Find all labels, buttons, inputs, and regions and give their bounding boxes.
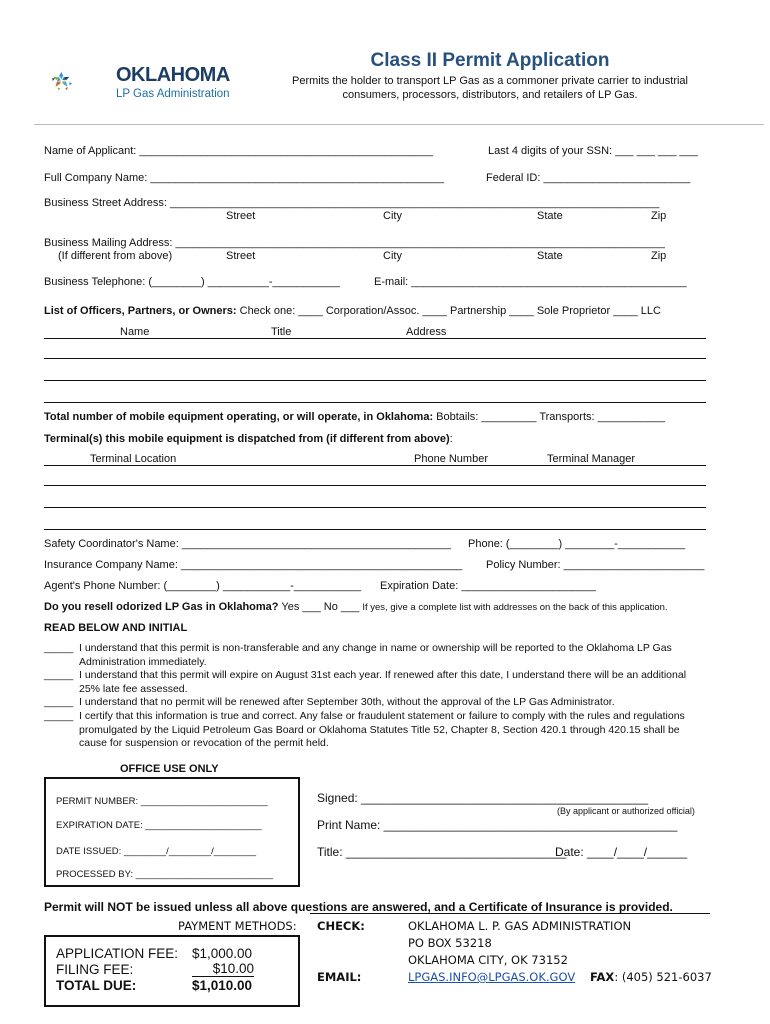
initial-text-1: I understand that this permit is non-transferable and any change in name or ownership will be reported to the Oklahoma LP Gas Administration immediately.	[79, 642, 672, 668]
terminal-line-1[interactable]	[44, 485, 706, 486]
mailing-note: (If different from above)	[58, 250, 173, 262]
print-name-field[interactable]: Print Name: ____________________________________________	[317, 818, 678, 832]
col-terminal-location: Terminal Location	[90, 453, 177, 465]
date-issued-field[interactable]: DATE ISSUED: ________/________/________	[56, 846, 257, 857]
applicant-name-field[interactable]: Name of Applicant: ________________________________________________	[44, 145, 434, 157]
resell-question: Do you resell odorized LP Gas in Oklahoma?	[44, 601, 279, 613]
mail-address-line-1: OKLAHOMA L. P. GAS ADMINISTRATION	[408, 919, 632, 933]
fax-row	[590, 970, 712, 984]
initial-item-2	[44, 669, 704, 696]
policy-number-field[interactable]: Policy Number: _______________________	[486, 559, 705, 571]
date-field[interactable]: Date: ____/____/______	[555, 845, 688, 859]
officers-header	[44, 326, 706, 339]
warning-underline	[310, 913, 710, 914]
mail-address-line-3: OKLAHOMA CITY, OK 73152	[408, 953, 568, 967]
officer-line-1[interactable]	[44, 358, 706, 359]
application-fee-label: APPLICATION FEE:	[56, 946, 179, 961]
mail-address-line-2: PO BOX 53218	[408, 936, 492, 950]
initial-text-2: I understand that this permit will expire on August 31st each year. If renewed after this date, I understand there will be an additional 25% late fee assessed.	[79, 669, 687, 695]
col-title: Title	[271, 326, 292, 338]
terminal-colon: :	[449, 433, 453, 445]
entity-type-checkboxes[interactable]: Check one: ____ Corporation/Assoc. ____ Partnership ____ Sole Proprietor ____ LLC	[239, 305, 661, 317]
payment-methods-label: PAYMENT METHODS:	[178, 919, 297, 933]
safety-coordinator-field[interactable]: Safety Coordinator's Name: ____________________________________________	[44, 538, 452, 550]
total-due-label: TOTAL DUE:	[56, 978, 137, 993]
insurance-company-field[interactable]: Insurance Company Name: ______________________________________________	[44, 559, 463, 571]
zip-caption: Zip	[651, 210, 667, 222]
agent-phone-field[interactable]: Agent's Phone Number: (________) ___________-___________	[44, 580, 362, 592]
fax-label: FAX	[590, 970, 615, 984]
resell-options[interactable]: Yes ___ No ___	[281, 601, 360, 613]
col-phone-number: Phone Number	[414, 453, 488, 465]
state-caption: State	[537, 210, 563, 222]
initial-item-1	[44, 642, 704, 669]
mailing-city-caption: City	[383, 250, 402, 262]
header-divider	[34, 124, 764, 125]
office-use-box	[44, 777, 300, 887]
insurance-warning: Permit will NOT be issued unless all above questions are answered, and a Certificate of Insurance is provided.	[44, 900, 673, 914]
col-address: Address	[406, 326, 447, 338]
initial-blank-4[interactable]: _____	[44, 710, 74, 722]
mailing-zip-caption: Zip	[651, 250, 667, 262]
email-field[interactable]: E-mail: _____________________________________________	[374, 276, 687, 288]
signed-note: (By applicant or authorized official)	[557, 806, 695, 816]
office-expiration-field[interactable]: EXPIRATION DATE: ______________________	[56, 820, 262, 831]
title-field[interactable]: Title: _________________________________	[317, 845, 567, 859]
form-title: Class II Permit Application	[370, 50, 610, 71]
terminal-header	[44, 453, 706, 466]
initial-blank-1[interactable]: _____	[44, 642, 74, 654]
fax-number: : (405) 521-6037	[614, 970, 712, 984]
check-label: CHECK:	[317, 919, 365, 933]
mailing-state-caption: State	[537, 250, 563, 262]
equipment-row	[44, 411, 665, 423]
org-subtitle: LP Gas Administration	[116, 88, 230, 100]
safety-phone-field[interactable]: Phone: (________) ________-___________	[468, 538, 686, 550]
company-name-field[interactable]: Full Company Name: ________________________________________________	[44, 172, 445, 184]
terminal-line-3[interactable]	[44, 529, 706, 530]
mailing-street-caption: Street	[226, 250, 256, 262]
processed-by-field[interactable]: PROCESSED BY: __________________________	[56, 869, 274, 880]
permit-number-field[interactable]: PERMIT NUMBER: ________________________	[56, 796, 268, 807]
ssn-field[interactable]: Last 4 digits of your SSN: ___ ___ ___ ___	[488, 145, 698, 157]
city-caption: City	[383, 210, 402, 222]
terminal-line-2[interactable]	[44, 507, 706, 508]
filing-fee-value: $10.00	[192, 962, 254, 977]
initial-text-4: I certify that this information is true and correct. Any false or fraudulent statement or failure to comply with the rules and regulations promulgated by the Liquid Petroleum Gas Board or Oklahoma Statutes Title 52, Chapter 8, Section 420.1 through 420.15 shall be cause for suspension or revocation of the permit held.	[79, 710, 685, 750]
mailing-address-field[interactable]: Business Mailing Address: ________________________________________________________________________________	[44, 237, 665, 249]
terminal-row	[44, 433, 453, 445]
officers-label: List of Officers, Partners, or Owners:	[44, 305, 237, 317]
col-terminal-manager: Terminal Manager	[547, 453, 636, 465]
street-caption: Street	[226, 210, 256, 222]
total-due-value: $1,010.00	[192, 978, 253, 993]
office-use-heading: OFFICE USE ONLY	[120, 763, 219, 775]
signed-field[interactable]: Signed: ___________________________________________	[317, 791, 649, 805]
expiration-date-field[interactable]: Expiration Date: ______________________	[380, 580, 596, 592]
resell-note: If yes, give a complete list with addresses on the back of this application.	[362, 602, 668, 613]
initial-blank-3[interactable]: _____	[44, 696, 74, 708]
initial-blank-2[interactable]: _____	[44, 669, 74, 681]
read-initial-heading: READ BELOW AND INITIAL	[44, 622, 188, 634]
resell-row	[44, 601, 668, 613]
equipment-label: Total number of mobile equipment operating, or will operate, in Oklahoma:	[44, 411, 434, 423]
equipment-counts[interactable]: Bobtails: _________ Transports: ___________	[436, 411, 665, 423]
business-telephone-field[interactable]: Business Telephone: (________) __________-___________	[44, 276, 340, 288]
col-name: Name	[120, 326, 150, 338]
terminal-label: Terminal(s) this mobile equipment is dispatched from (if different from above)	[44, 433, 450, 445]
fee-box	[44, 935, 300, 1007]
application-fee-value: $1,000.00	[192, 946, 253, 961]
star-logo-icon	[50, 52, 116, 110]
email-label: EMAIL:	[317, 970, 362, 984]
officers-row	[44, 305, 661, 317]
form-description: Permits the holder to transport LP Gas as a commoner private carrier to industrial consumers, processors, distributors, and retailers of LP Gas.	[292, 75, 688, 101]
org-name: OKLAHOMA	[116, 64, 230, 86]
officer-line-3[interactable]	[44, 402, 706, 403]
initial-item-3	[44, 696, 704, 710]
filing-fee-label: FILING FEE:	[56, 962, 134, 977]
street-address-field[interactable]: Business Street Address: ________________________________________________________________________________	[44, 197, 660, 209]
initial-text-3: I understand that no permit will be renewed after September 30th, without the approval of the LP Gas Administrator.	[79, 696, 615, 708]
initial-item-4	[44, 710, 704, 751]
officer-line-2[interactable]	[44, 380, 706, 381]
federal-id-field[interactable]: Federal ID: ________________________	[486, 172, 691, 184]
email-link[interactable]: LPGAS.INFO@LPGAS.OK.GOV	[408, 970, 576, 984]
